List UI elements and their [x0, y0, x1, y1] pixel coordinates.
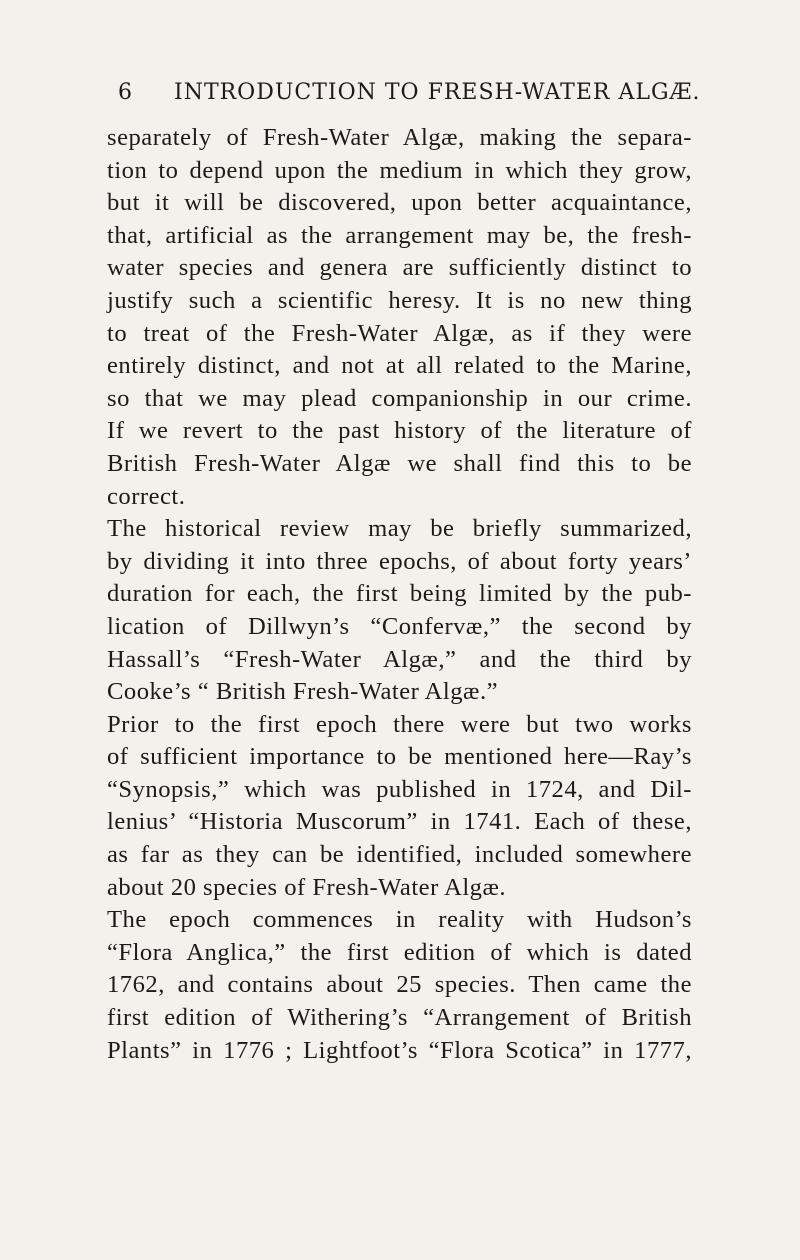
text-line: British Fresh-Water Algæ we shall find this to be — [107, 449, 692, 477]
text-line: by dividing it into three epochs, of about forty years’ — [107, 547, 692, 575]
text-line: lenius’ “Historia Muscorum” in 1741. Each of these, — [107, 808, 692, 836]
text-line: to treat of the Fresh-Water Algæ, as if they were — [107, 319, 692, 347]
text-line: justify such a scientific heresy. It is no new thing — [107, 286, 692, 314]
text-line: Plants” in 1776 ; Lightfoot’s “Flora Scotica” in 1777, — [107, 1036, 692, 1064]
text-line: 1762, and contains about 25 species. Then came the — [107, 971, 692, 999]
running-head — [118, 80, 701, 116]
text-line: as far as they can be identified, included somewhere — [107, 841, 692, 869]
text-line: Cooke’s “ British Fresh-Water Algæ.” — [107, 678, 499, 706]
text-line: first edition of Withering’s “Arrangement of British — [107, 1004, 692, 1032]
text-line: that, artificial as the arrangement may be, the fresh- — [107, 221, 692, 249]
running-head-title: INTRODUCTION TO FRESH-WATER ALGÆ. — [174, 80, 701, 105]
text-line: correct. — [107, 482, 186, 510]
text-line: duration for each, the first being limited by the pub- — [107, 580, 692, 608]
text-line: separately of Fresh-Water Algæ, making the separa- — [107, 124, 692, 151]
text-line: but it will be discovered, upon better acquaintance, — [107, 189, 692, 217]
text-line: tion to depend upon the medium in which they grow, — [107, 156, 692, 184]
text-line: Prior to the first epoch there were but two works — [107, 710, 692, 738]
body-text — [107, 122, 692, 1067]
text-line: “Flora Anglica,” the first edition of which is dated — [107, 938, 692, 966]
text-line: so that we may plead companionship in our crime. — [107, 384, 692, 412]
text-line: about 20 species of Fresh-Water Algæ. — [107, 873, 507, 901]
text-line: lication of Dillwyn’s “Confervæ,” the second by — [107, 612, 692, 640]
text-line: Hassall’s “Fresh-Water Algæ,” and the third by — [107, 645, 692, 673]
text-line: If we revert to the past history of the literature of — [107, 417, 692, 445]
text-line: water species and genera are sufficiently distinct to — [107, 254, 692, 282]
text-line: of sufficient importance to be mentioned here—Ray’s — [107, 743, 692, 771]
text-line: “Synopsis,” which was published in 1724, and Dil- — [107, 775, 692, 803]
text-line: entirely distinct, and not at all related to the Marine, — [107, 352, 692, 380]
text-line: The historical review may be briefly summarized, — [107, 515, 692, 543]
text-line: The epoch commences in reality with Hudson’s — [107, 906, 692, 934]
page-number: 6 — [118, 80, 133, 105]
